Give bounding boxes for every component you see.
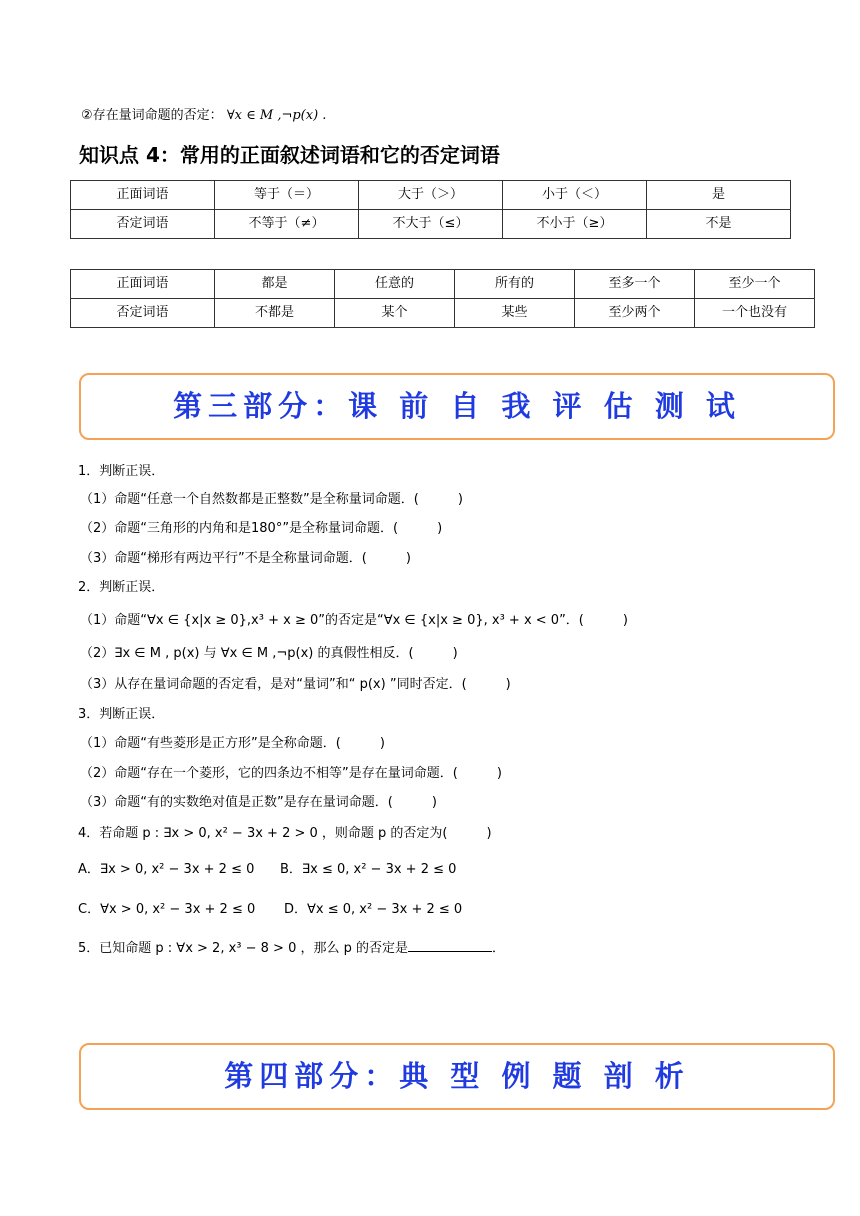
question-4-option-c: C．∀x > 0, x² − 3x + 2 ≤ 0 <box>78 902 256 917</box>
table-cell: 不等于（≠） <box>215 210 359 239</box>
section-banner-part3 <box>79 373 835 440</box>
question-4-option-a: A．∃x > 0, x² − 3x + 2 ≤ 0 <box>78 862 255 877</box>
question-1-3: （3）命题“梯形有两边平行”不是全称量词命题．( ) <box>80 551 411 566</box>
table-row <box>71 210 791 239</box>
table-cell: 正面词语 <box>71 181 215 210</box>
table-cell: 不是 <box>647 210 791 239</box>
knowledge-point-4-title: 知识点 4：常用的正面叙述词语和它的否定词语 <box>79 143 500 167</box>
table-cell: 所有的 <box>455 270 575 299</box>
question-3-2: （2）命题“存在一个菱形，它的四条边不相等”是存在量词命题．( ) <box>80 766 502 781</box>
question-2-title: 2．判断正误． <box>78 580 165 595</box>
table-cell: 否定词语 <box>71 299 215 328</box>
section-banner-part4 <box>79 1043 835 1110</box>
table-cell: 至多一个 <box>575 270 695 299</box>
question-4-option-b: B．∃x ≤ 0, x² − 3x + 2 ≤ 0 <box>280 862 457 877</box>
circled-number-two: ② <box>81 108 93 123</box>
question-5 <box>78 937 505 956</box>
table-cell: 至少两个 <box>575 299 695 328</box>
question-4-stem: 4．若命题 p : ∃x > 0, x² − 3x + 2 > 0 ，则命题 p 的否定为( ) <box>78 826 492 841</box>
table-cell: 否定词语 <box>71 210 215 239</box>
question-1-2: （2）命题“三角形的内角和是180°”是全称量词命题．( ) <box>80 521 443 536</box>
question-3-title: 3．判断正误． <box>78 707 165 722</box>
table-row <box>71 181 791 210</box>
table-cell: 大于（＞） <box>359 181 503 210</box>
intro-math: ∀x ∈ M ,¬p(x) . <box>226 108 327 123</box>
table-cell: 是 <box>647 181 791 210</box>
table-cell: 等于（＝） <box>215 181 359 210</box>
table-cell: 不大于（≤） <box>359 210 503 239</box>
question-2-2: （2）∃x ∈ M , p(x) 与 ∀x ∈ M ,¬p(x) 的真假性相反．( ) <box>80 646 458 661</box>
table-cell: 某个 <box>335 299 455 328</box>
table-cell: 任意的 <box>335 270 455 299</box>
table-cell: 小于（＜） <box>503 181 647 210</box>
table-row <box>71 270 815 299</box>
question-5-text: 5．已知命题 p : ∀x > 2, x³ − 8 > 0 ，那么 p 的否定是 <box>78 941 408 956</box>
section-banner-part4-title: 第四部分：典 型 例 题 剖 析 <box>224 1059 690 1093</box>
table-cell: 某些 <box>455 299 575 328</box>
intro-text: 存在量词命题的否定： <box>92 108 223 123</box>
question-1-title: 1．判断正误． <box>78 464 165 479</box>
table-cell: 都是 <box>215 270 335 299</box>
section-banner-part3-title: 第三部分：课 前 自 我 评 估 测 试 <box>173 389 741 423</box>
table-cell: 一个也没有 <box>695 299 815 328</box>
question-2-1: （1）命题“∀x ∈ {x|x ≥ 0},x³ + x ≥ 0”的否定是“∀x ∈ {x|x ≥ 0}, x³ + x < 0”．( ) <box>80 613 628 628</box>
question-2-3: （3）从存在量词命题的否定看，是对“量词”和“ p(x) ”同时否定．( ) <box>80 677 511 692</box>
intro-line <box>81 104 326 123</box>
negation-table-2 <box>70 269 815 328</box>
negation-table-1 <box>70 180 791 239</box>
table-cell: 正面词语 <box>71 270 215 299</box>
answer-blank <box>408 939 492 952</box>
question-1-1: （1）命题“任意一个自然数都是正整数”是全称量词命题．( ) <box>80 492 463 507</box>
table-cell: 不都是 <box>215 299 335 328</box>
table-cell: 不小于（≥） <box>503 210 647 239</box>
table-row <box>71 299 815 328</box>
question-5-end: ． <box>492 941 506 956</box>
table-cell: 至少一个 <box>695 270 815 299</box>
question-3-3: （3）命题“有的实数绝对值是正数”是存在量词命题．( ) <box>80 795 437 810</box>
question-3-1: （1）命题“有些菱形是正方形”是全称命题．( ) <box>80 736 385 751</box>
question-4-option-d: D．∀x ≤ 0, x² − 3x + 2 ≤ 0 <box>284 902 463 917</box>
